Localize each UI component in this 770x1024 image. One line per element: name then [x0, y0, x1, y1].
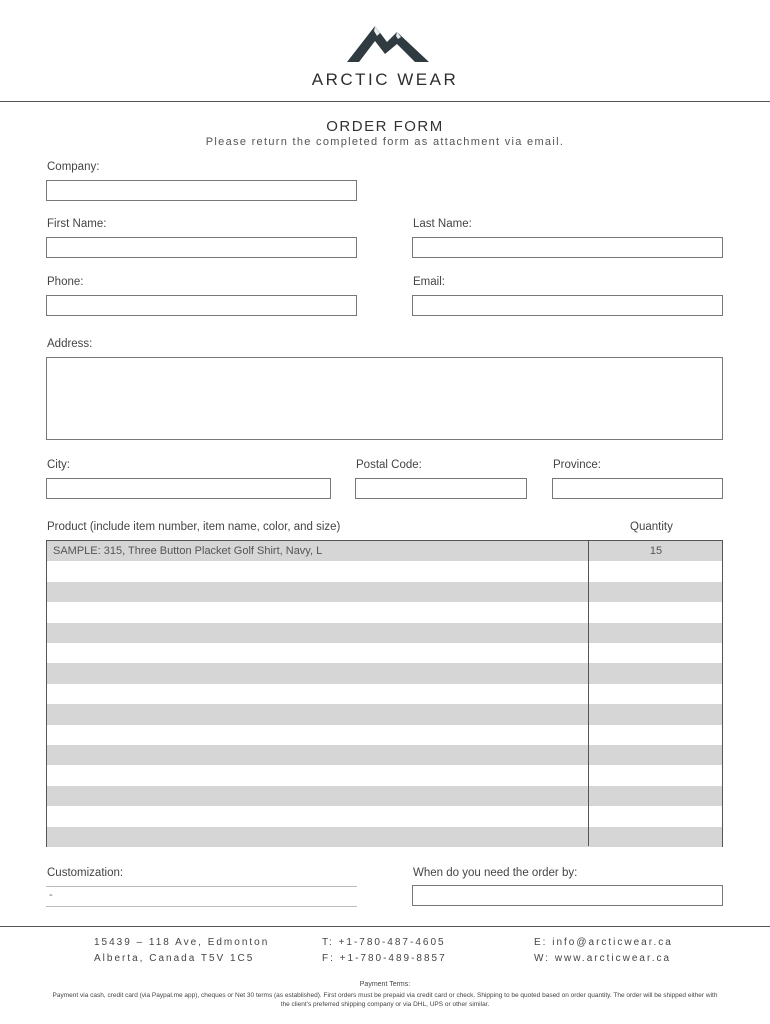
province-field[interactable]	[552, 478, 723, 499]
table-row[interactable]	[47, 602, 722, 622]
customization-field[interactable]	[46, 886, 357, 907]
table-row[interactable]	[47, 623, 722, 643]
table-row[interactable]	[47, 725, 722, 745]
form-title: ORDER FORM	[326, 118, 444, 135]
form-subtitle: Please return the completed form as attachment via email.	[205, 136, 565, 148]
email-label: Email:	[413, 276, 445, 288]
last-name-field[interactable]	[412, 237, 723, 258]
address-field[interactable]	[46, 357, 723, 440]
first-name-field[interactable]	[46, 237, 357, 258]
quantity-header: Quantity	[630, 521, 673, 533]
footer-address-line1: 15439 – 118 Ave, Edmonton	[94, 937, 270, 948]
city-field[interactable]	[46, 478, 331, 499]
table-row[interactable]	[47, 663, 722, 683]
table-row[interactable]	[47, 745, 722, 765]
table-row[interactable]	[47, 684, 722, 704]
footer-phone: T: +1-780-487-4605	[322, 937, 446, 948]
table-row[interactable]	[47, 704, 722, 724]
email-field[interactable]	[412, 295, 723, 316]
order-date-field[interactable]	[412, 885, 723, 906]
last-name-label: Last Name:	[413, 218, 472, 230]
customization-value: -	[49, 889, 53, 901]
table-row[interactable]	[47, 582, 722, 602]
sample-product-cell: SAMPLE: 315, Three Button Placket Golf Shirt, Navy, L	[53, 545, 323, 557]
column-divider	[588, 541, 589, 846]
province-label: Province:	[553, 459, 601, 471]
header-divider	[0, 101, 770, 102]
address-label: Address:	[47, 338, 93, 350]
footer-divider	[0, 926, 770, 927]
table-row[interactable]	[47, 806, 722, 826]
order-date-label: When do you need the order by:	[413, 867, 578, 879]
company-label: Company:	[47, 161, 100, 173]
mountain-logo-icon	[345, 22, 431, 66]
footer-website[interactable]: W: www.arcticwear.ca	[534, 953, 672, 964]
first-name-label: First Name:	[47, 218, 107, 230]
payment-terms-title: Payment Terms:	[359, 981, 411, 988]
postal-code-field[interactable]	[355, 478, 527, 499]
phone-field[interactable]	[46, 295, 357, 316]
payment-terms-text: Payment via cash, credit card (via Paypal.me app), cheques or Net 30 terms (as established). First orders must be prepaid via credit card or check. Shipping to be quoted based on order quantity. The order will be shipped either with the client's preferred shipping company or via DHL, UPS or other similar.	[52, 992, 718, 1008]
city-label: City:	[47, 459, 70, 471]
footer-fax: F: +1-780-489-8857	[322, 953, 447, 964]
customization-label: Customization:	[47, 867, 124, 879]
table-row[interactable]	[47, 643, 722, 663]
table-row[interactable]	[47, 561, 722, 581]
table-row[interactable]	[47, 765, 722, 785]
table-row[interactable]	[47, 786, 722, 806]
footer-email[interactable]: E: info@arcticwear.ca	[534, 937, 673, 948]
product-header: Product (include item number, item name, color, and size)	[47, 521, 341, 533]
product-table	[46, 540, 723, 847]
footer-address-line2: Alberta, Canada T5V 1C5	[94, 953, 255, 964]
brand-name: ARCTIC WEAR	[311, 70, 459, 89]
table-row[interactable]	[47, 541, 722, 561]
postal-code-label: Postal Code:	[356, 459, 422, 471]
phone-label: Phone:	[47, 276, 84, 288]
sample-quantity-cell: 15	[649, 545, 663, 557]
company-field[interactable]	[46, 180, 357, 201]
table-row[interactable]	[47, 827, 722, 847]
